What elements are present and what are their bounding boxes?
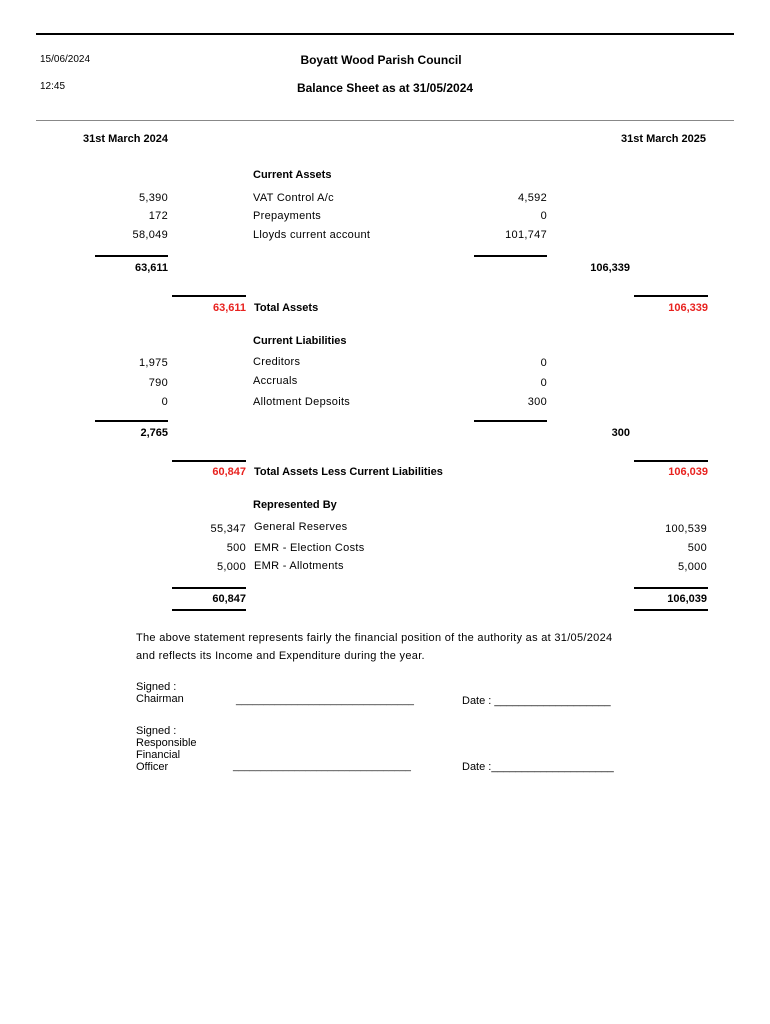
- line-label: EMR - Election Costs: [254, 542, 365, 554]
- chairman-role-label: Chairman: [136, 693, 184, 705]
- prior-value: 790: [148, 377, 168, 389]
- rfo-role-label: Officer: [136, 761, 169, 773]
- current-value: 5,000: [677, 561, 707, 573]
- reserves-total-current: 106,039: [667, 593, 707, 605]
- rfo-signed-label: Signed :: [136, 725, 177, 737]
- current-value: 100,539: [665, 523, 707, 535]
- current-value: 0: [540, 377, 547, 389]
- line-label: Allotment Depsoits: [253, 396, 351, 408]
- subtotal-prior: 2,765: [140, 427, 168, 439]
- net-assets-label: Total Assets Less Current Liabilities: [254, 466, 443, 478]
- current-value: 101,747: [505, 229, 547, 241]
- line-label: Accruals: [253, 375, 298, 387]
- total-rule: [634, 587, 708, 589]
- subtotal-rule: [95, 420, 168, 422]
- line-label: VAT Control A/c: [253, 192, 334, 204]
- total-rule: [634, 460, 708, 462]
- represented-by-heading: Represented By: [253, 499, 337, 511]
- subtotal-current: 300: [611, 427, 630, 439]
- double-underline: [634, 609, 708, 611]
- statement-line-1: The above statement represents fairly the financial position of the authority as at 31/05/2024: [136, 632, 613, 644]
- net-assets-prior: 60,847: [212, 466, 246, 478]
- subtotal-current: 106,339: [590, 262, 630, 274]
- total-rule: [172, 295, 246, 297]
- prior-value: 58,049: [132, 229, 168, 241]
- chairman-signed-label: Signed :: [136, 681, 177, 693]
- prior-value: 1,975: [138, 357, 168, 369]
- rfo-role-label: Responsible: [136, 737, 197, 749]
- prior-value: 55,347: [210, 523, 246, 535]
- report-time: 12:45: [40, 81, 66, 92]
- current-assets-heading: Current Assets: [253, 169, 332, 181]
- current-value: 4,592: [517, 192, 547, 204]
- reserves-total-prior: 60,847: [212, 593, 246, 605]
- chairman-date-line: Date : ___________________: [462, 695, 611, 707]
- total-assets-prior: 63,611: [212, 302, 246, 314]
- double-underline: [172, 609, 246, 611]
- line-label: Lloyds current account: [253, 229, 371, 241]
- prior-year-heading: 31st March 2024: [83, 133, 168, 145]
- current-liabilities-heading: Current Liabilities: [253, 335, 347, 347]
- line-label: EMR - Allotments: [254, 560, 344, 572]
- header-divider: [36, 120, 734, 121]
- subtotal-rule: [474, 420, 547, 422]
- net-assets-current: 106,039: [668, 466, 708, 478]
- prior-value: 172: [148, 210, 168, 222]
- current-value: 0: [540, 357, 547, 369]
- line-label: Creditors: [253, 356, 301, 368]
- statement-line-2: and reflects its Income and Expenditure during the year.: [136, 650, 425, 662]
- chairman-signature-line: ________________________________: [236, 695, 414, 706]
- report-date: 15/06/2024: [40, 54, 91, 65]
- prior-value: 500: [226, 542, 246, 554]
- prior-value: 0: [161, 396, 168, 408]
- page-title: Balance Sheet as at 31/05/2024: [296, 81, 474, 95]
- subtotal-rule: [95, 255, 168, 257]
- total-assets-current: 106,339: [668, 302, 708, 314]
- current-value: 500: [687, 542, 707, 554]
- prior-value: 5,390: [138, 192, 168, 204]
- line-label: General Reserves: [254, 521, 348, 533]
- subtotal-rule: [474, 255, 547, 257]
- total-assets-label: Total Assets: [254, 302, 319, 314]
- current-value: 0: [540, 210, 547, 222]
- organisation-name: Boyatt Wood Parish Council: [300, 53, 462, 67]
- rfo-signature-line: ________________________________: [233, 761, 411, 772]
- total-rule: [634, 295, 708, 297]
- line-label: Prepayments: [253, 210, 322, 222]
- rfo-role-label: Financial: [136, 749, 181, 761]
- prior-value: 5,000: [216, 561, 246, 573]
- current-year-heading: 31st March 2025: [621, 133, 706, 145]
- current-value: 300: [527, 396, 547, 408]
- subtotal-prior: 63,611: [134, 262, 168, 274]
- top-rule: [36, 33, 734, 35]
- rfo-date-line: Date :____________________: [462, 761, 614, 773]
- total-rule: [172, 587, 246, 589]
- total-rule: [172, 460, 246, 462]
